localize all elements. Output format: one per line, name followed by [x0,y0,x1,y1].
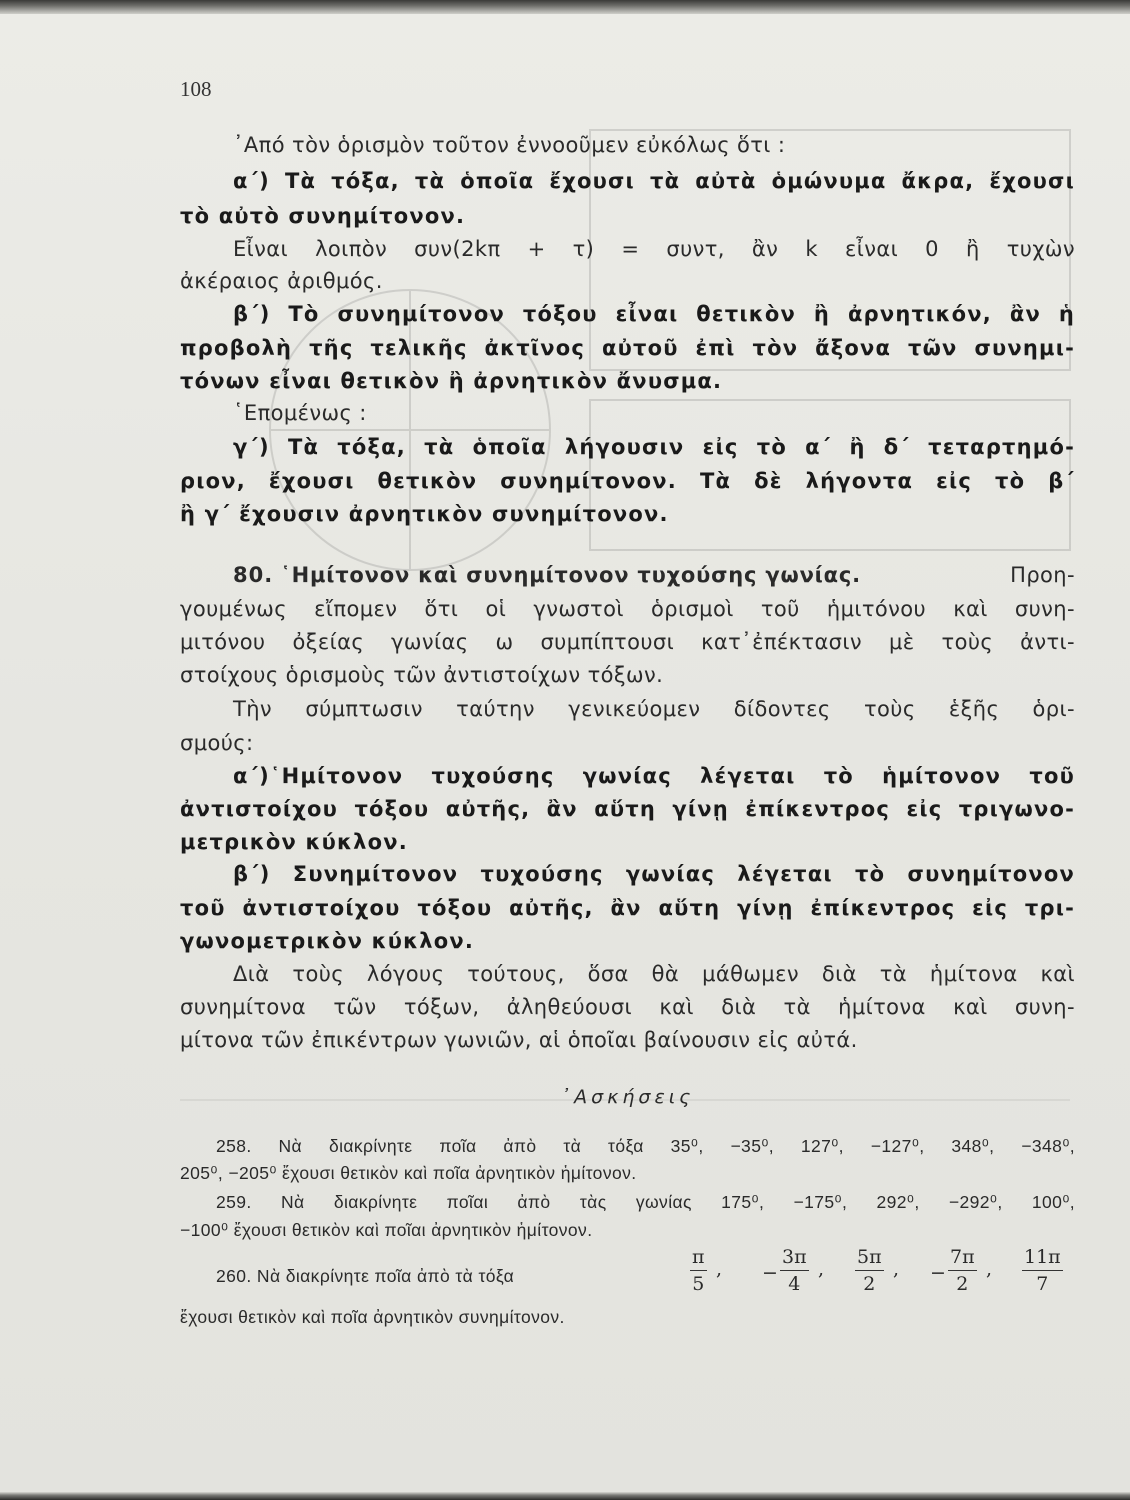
page-number: 108 [180,77,212,101]
fraction [855,1248,884,1294]
fraction-denominator: 4 [788,1273,801,1295]
fraction-sign: − [762,1262,778,1284]
fraction [690,1248,707,1294]
exercise-line: −100⁰ ἔχουσι θετικὸν καὶ ποῖαι ἀρνητικὸν ἡμίτονον. [180,1220,593,1240]
text-line: ἢ γ΄ ἔχουσιν ἀρνητικὸν συνημίτονον. [180,502,669,526]
exercise-line: 205⁰, −205⁰ ἔχουσι θετικὸν καὶ ποῖα ἀρνητικὸν ἡμίτονον. [180,1163,637,1183]
fraction-separator: , [986,1258,993,1280]
exercise-line: 259. Νὰ διακρίνητε ποῖαι ἀπὸ τὰς γωνίας 175⁰, −175⁰, 292⁰, −292⁰, 100⁰, [216,1192,1075,1212]
fraction-sign: − [930,1262,946,1284]
text-line: μετρικὸν κύκλον. [180,830,408,854]
text-line: ἀντιστοίχου τόξου αὐτῆς, ἂν αὕτη γίνῃ ἐπίκεντρος εἰς τριγωνο- [180,797,1075,821]
exercise-line: 258. Νὰ διακρίνητε ποῖα ἀπὸ τὰ τόξα 35⁰, −35⁰, 127⁰, −127⁰, 348⁰, −348⁰, [216,1136,1075,1156]
fraction-numerator: π [690,1248,707,1271]
exercise-line: ἔχουσι θετικὸν καὶ ποῖα ἀρνητικὸν συνημίτονον. [180,1307,565,1327]
text-line: β΄) Συνημίτονον τυχούσης γωνίας λέγεται τὸ συνημίτονον [233,862,1075,886]
text-line: μιτόνου ὀξείας γωνίας ω συμπίπτουσι κατ᾿ἐπέκτασιν μὲ τοὺς ἀντι- [180,630,1075,654]
text-line: α΄)῾Ημίτονον τυχούσης γωνίας λέγεται τὸ ἡμίτονον τοῦ [233,764,1075,788]
fraction-numerator: 11π [1022,1248,1063,1271]
text-line: ῾Επομένως : [233,401,367,425]
text-line: τοῦ ἀντιστοίχου τόξου αὐτῆς, ἂν αὕτη γίνῃ ἐπίκεντρος εἰς τρι- [180,896,1075,920]
text-line: σμούς: [180,731,254,755]
text-line: γωνομετρικὸν κύκλον. [180,929,475,953]
fraction-separator: , [716,1258,723,1280]
text-line: τόνων εἶναι θετικὸν ἢ ἀρνητικὸν ἄνυσμα. [180,369,723,393]
fraction-denominator: 2 [956,1273,969,1295]
text-line: Διὰ τοὺς λόγους τούτους, ὅσα θὰ μάθωμεν διὰ τὰ ἡμίτονα καὶ [233,962,1075,986]
fraction-denominator: 5 [692,1273,705,1295]
text-line: ᾿Από τὸν ὁρισμὸν τοῦτον ἐννοοῦμεν εὐκόλως ὅτι : [233,133,786,157]
text-line: Τὴν σύμπτωσιν ταύτην γενικεύομεν δίδοντες τοὺς ἑξῆς ὁρι- [233,697,1075,721]
page-top-edge [0,0,1130,14]
text-line: ριον, ἔχουσι θετικὸν συνημίτονον. Τὰ δὲ λήγοντα εἰς τὸ β΄ [180,469,1075,493]
fraction-numerator: 3π [780,1248,809,1271]
fraction-denominator: 2 [863,1273,876,1295]
fraction-separator: , [818,1258,825,1280]
exercises-title: ᾿Ασκήσεις [560,1086,695,1108]
text-line: γουμένως εἴπομεν ὅτι οἱ γνωστοὶ ὁρισμοὶ τοῦ ἡμιτόνου καὶ συνη- [180,597,1075,621]
text-line: προβολὴ τῆς τελικῆς ἀκτῖνος αὐτοῦ ἐπὶ τὸν ἄξονα τῶν συνημι- [180,336,1075,360]
fraction-denominator: 7 [1036,1273,1049,1295]
text-line: ἀκέραιος ἀριθμός. [180,269,383,293]
text-line: β΄) Τὸ συνημίτονον τόξου εἶναι θετικὸν ἢ ἀρνητικόν, ἂν ἡ [233,302,1075,326]
fraction-numerator: 5π [855,1248,884,1271]
text-line: τὸ αὐτὸ συνημίτονον. [180,204,466,228]
fraction-numerator: 7π [948,1248,977,1271]
page-bottom-edge [0,1492,1130,1500]
section-first-line-rest: Προη- [1010,563,1075,587]
exercise-line: 260. Νὰ διακρίνητε ποῖα ἀπὸ τὰ τόξα [216,1266,515,1286]
text-line: συνημίτονα τῶν τόξων, ἀληθεύουσι καὶ διὰ τὰ ἡμίτονα καὶ συνη- [180,995,1075,1019]
section-title: ῾Ημίτονον καὶ συνημίτονον τυχούσης γωνίας. [280,563,861,587]
text-line: Εἶναι λοιπὸν συν(2kπ + τ) = συντ, ἂν k εἶναι 0 ἢ τυχὼν [233,237,1075,261]
text-line: μίτονα τῶν ἐπικέντρων γωνιῶν, αἱ ὁποῖαι βαίνουσιν εἰς αὐτά. [180,1028,858,1052]
fraction-separator: , [893,1258,900,1280]
section-heading [233,563,1075,587]
text-line: α΄) Τὰ τόξα, τὰ ὁποῖα ἔχουσι τὰ αὐτὰ ὁμώνυμα ἄκρα, ἔχουσι [233,169,1075,193]
text-line: γ΄) Τὰ τόξα, τὰ ὁποῖα λήγουσιν εἰς τὸ α΄ ἢ δ΄ τεταρτημό- [233,435,1075,459]
section-number: 80. [233,563,274,587]
fraction [1022,1248,1063,1294]
fraction [780,1248,809,1294]
fraction [948,1248,977,1294]
text-line: στοίχους ὁρισμοὺς τῶν ἀντιστοίχων τόξων. [180,663,664,687]
